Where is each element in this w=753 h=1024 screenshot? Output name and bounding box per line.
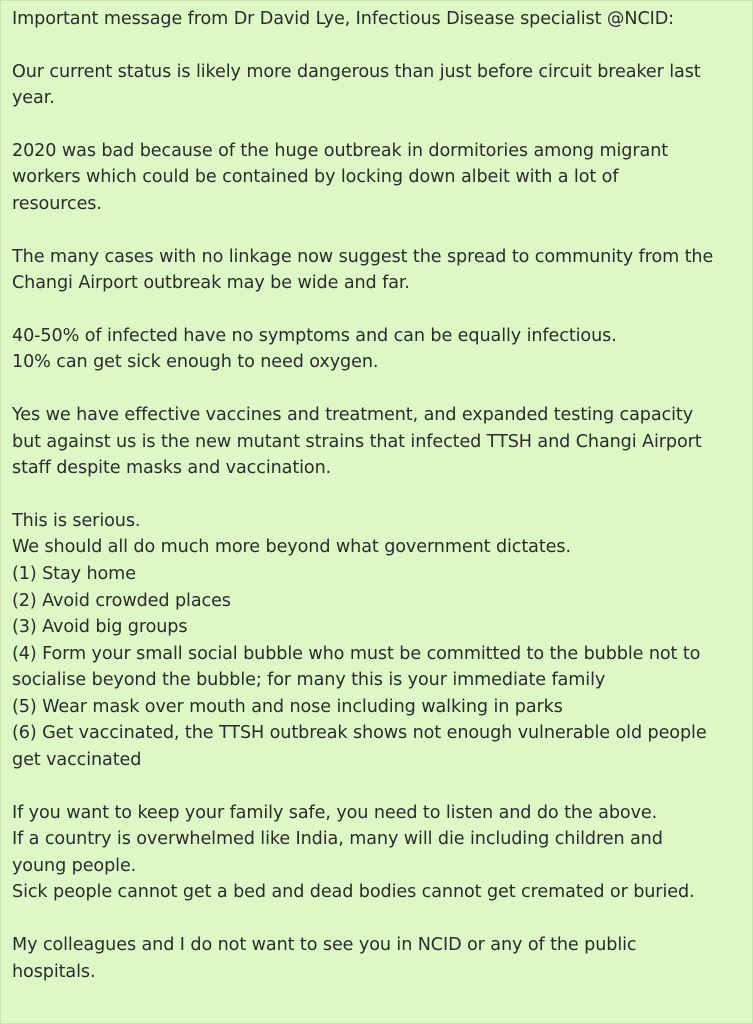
message-line: If you want to keep your family safe, you need to listen and do the above. bbox=[12, 802, 658, 823]
message-line: Important message from Dr David Lye, Infectious Disease specialist @NCID: bbox=[12, 9, 675, 29]
message-line: young people. bbox=[12, 855, 137, 876]
message-line: staff despite masks and vaccination. bbox=[12, 458, 332, 479]
message-paragraph-linkage bbox=[12, 244, 742, 297]
message-list-item: (6) Get vaccinated, the TTSH outbreak shows not enough vulnerable old people bbox=[12, 723, 707, 744]
message-paragraph-2020 bbox=[12, 138, 742, 218]
message-paragraph-advice-list bbox=[12, 508, 742, 774]
message-list-item: socialise beyond the bubble; for many this is your immediate family bbox=[12, 670, 606, 691]
message-list-item: (5) Wear mask over mouth and nose including walking in parks bbox=[12, 696, 563, 717]
message-paragraph-symptoms bbox=[12, 323, 742, 376]
message-paragraph-heading bbox=[12, 6, 742, 33]
message-list-item: get vaccinated bbox=[12, 750, 142, 771]
message-paragraph-family bbox=[12, 800, 742, 906]
message-line: We should all do much more beyond what government dictates. bbox=[12, 537, 571, 558]
message-line: 10% can get sick enough to need oxygen. bbox=[12, 352, 379, 373]
message-list-item: (4) Form your small social bubble who must be committed to the bubble not to bbox=[12, 643, 701, 664]
message-paragraph-closing bbox=[12, 932, 742, 985]
message-list-item: (3) Avoid big groups bbox=[12, 617, 188, 638]
message-list-item: (1) Stay home bbox=[12, 563, 136, 584]
message-line: but against us is the new mutant strains that infected TTSH and Changi Airport bbox=[12, 431, 702, 452]
message-line: 40-50% of infected have no symptoms and can be equally infectious. bbox=[12, 325, 617, 346]
message-line: Our current status is likely more dangerous than just before circuit breaker last bbox=[12, 61, 701, 82]
message-paragraph-vaccines bbox=[12, 402, 742, 482]
message-line: Sick people cannot get a bed and dead bodies cannot get cremated or buried. bbox=[12, 882, 695, 903]
message-line: resources. bbox=[12, 193, 102, 214]
message-list-item: (2) Avoid crowded places bbox=[12, 590, 231, 611]
message-line: Yes we have effective vaccines and treatment, and expanded testing capacity bbox=[12, 404, 694, 425]
message-line: 2020 was bad because of the huge outbreak in dormitories among migrant bbox=[12, 140, 669, 161]
message-paragraph-status bbox=[12, 59, 742, 112]
message-line: This is serious. bbox=[12, 510, 141, 531]
message-line: hospitals. bbox=[12, 961, 96, 982]
message-line: workers which could be contained by locking down albeit with a lot of bbox=[12, 167, 619, 188]
message-line: If a country is overwhelmed like India, many will die including children and bbox=[12, 829, 663, 850]
message-line: My colleagues and I do not want to see you in NCID or any of the public bbox=[12, 935, 637, 956]
message-line: Changi Airport outbreak may be wide and far. bbox=[12, 273, 410, 294]
message-line: The many cases with no linkage now suggest the spread to community from the bbox=[12, 246, 714, 267]
message-line: year. bbox=[12, 88, 55, 109]
